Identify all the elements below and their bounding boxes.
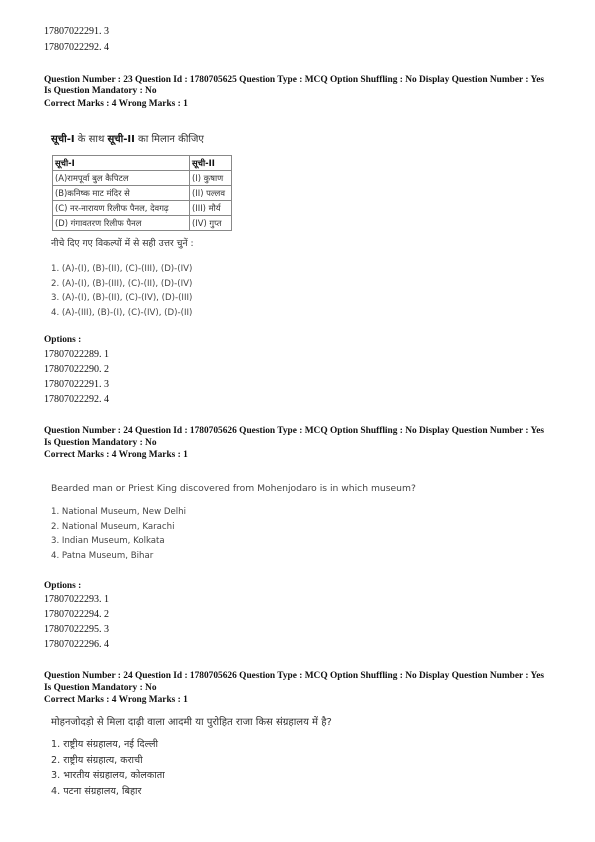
q24-hi-header-line1: Question Number : 24 Question Id : 1780705626 Question Type : MCQ Option Shuffling : No Display Question Number : Yes [44,671,545,681]
list-item: 2. (A)-(I), (B)-(III), (C)-(II), (D)-(IV) [51,278,193,289]
option-code: 17807022296. 4 [44,639,109,650]
q23-header-line2: Is Question Mandatory : No [44,86,157,96]
q24-en-choices [51,505,186,563]
q24-en-prompt: Bearded man or Priest King discovered from Mohenjodaro is in which museum? [51,483,416,494]
table-row [53,186,232,201]
q24-hi-header-line2: Is Question Mandatory : No [44,683,157,693]
q23-instruction: नीचे दिए गए विकल्पों में से सही उत्तर चुनें : [51,238,194,249]
option-code: 17807022292. 4 [44,42,109,53]
option-code: 17807022289. 1 [44,349,109,360]
q24-en-header-line2: Is Question Mandatory : No [44,438,157,448]
table-header-cell: सूची-II [190,156,232,171]
list-item: 1. राष्ट्रीय संग्रहालय, नई दिल्ली [51,739,158,750]
table-cell: (I) कुषाण [190,171,232,186]
list-item: 3. Indian Museum, Kolkata [51,536,165,546]
table-row [53,216,232,231]
table-cell: (C) नर-नारायण रिलीफ पैनल, देवगढ़ [53,201,190,216]
table-cell: (IV) गुप्त [190,216,232,231]
table-cell: (A)रामपूर्वा बुल कैपिटल [53,171,190,186]
option-code: 17807022293. 1 [44,594,109,605]
table-header-cell: सूची-I [53,156,190,171]
q23-header-line3: Correct Marks : 4 Wrong Marks : 1 [44,99,188,109]
q24-en-options-label: Options : [44,581,82,591]
table-row [53,201,232,216]
option-code: 17807022291. 3 [44,379,109,390]
option-code: 17807022292. 4 [44,394,109,405]
q24-hi-prompt: मोहनजोदड़ो से मिला दाढ़ी वाला आदमी या पुरोहित राजा किस संग्रहालय में है? [51,717,332,728]
q24-hi-header-line3: Correct Marks : 4 Wrong Marks : 1 [44,695,188,705]
list-item: 2. राष्ट्रीय संग्रहात्य, कराची [51,754,143,766]
matching-table [52,155,232,231]
q23-options-label: Options : [44,335,82,345]
option-code: 17807022294. 2 [44,609,109,620]
list-item: 4. (A)-(III), (B)-(I), (C)-(IV), (D)-(II) [51,307,193,318]
table-cell: (D) गंगावतरण रिलीफ पैनल [53,216,190,231]
option-code: 17807022295. 3 [44,624,109,635]
option-code: 17807022291. 3 [44,26,109,37]
list-1-label: सूची-I [51,134,75,145]
table-cell: (B)कनिष्क माट मंदिर से [53,186,190,201]
prompt-connector: के साथ [74,134,108,145]
list-item: 4. Patna Museum, Bihar [51,550,154,561]
table-cell: (III) मौर्य [190,201,232,216]
q24-en-header-line3: Correct Marks : 4 Wrong Marks : 1 [44,450,188,460]
list-item: 2. National Museum, Karachi [51,521,175,532]
table-row [53,171,232,186]
list-item: 3. भारतीय संग्रहालय, कोलकाता [51,770,165,781]
list-item: 4. पटना संग्रहालय, बिहार [51,785,142,797]
q24-en-header-line1: Question Number : 24 Question Id : 1780705626 Question Type : MCQ Option Shuffling : No Display Question Number : Yes [44,426,545,436]
list-item: 3. (A)-(I), (B)-(II), (C)-(IV), (D)-(III) [51,293,193,303]
option-code: 17807022290. 2 [44,364,109,375]
list-2-label: सूची-II [107,134,135,145]
prompt-ending: का मिलान कीजिए [134,134,204,145]
list-item: 1. National Museum, New Delhi [51,507,186,517]
q23-choices [51,262,192,320]
list-item: 1. (A)-(I), (B)-(II), (C)-(III), (D)-(IV) [51,264,193,274]
table-header-row [53,156,232,171]
q23-prompt [51,131,204,145]
table-cell: (II) पल्लव [190,186,232,201]
q23-header-line1: Question Number : 23 Question Id : 1780705625 Question Type : MCQ Option Shuffling : No Display Question Number : Yes [44,75,545,85]
q24-hi-choices [51,737,165,799]
